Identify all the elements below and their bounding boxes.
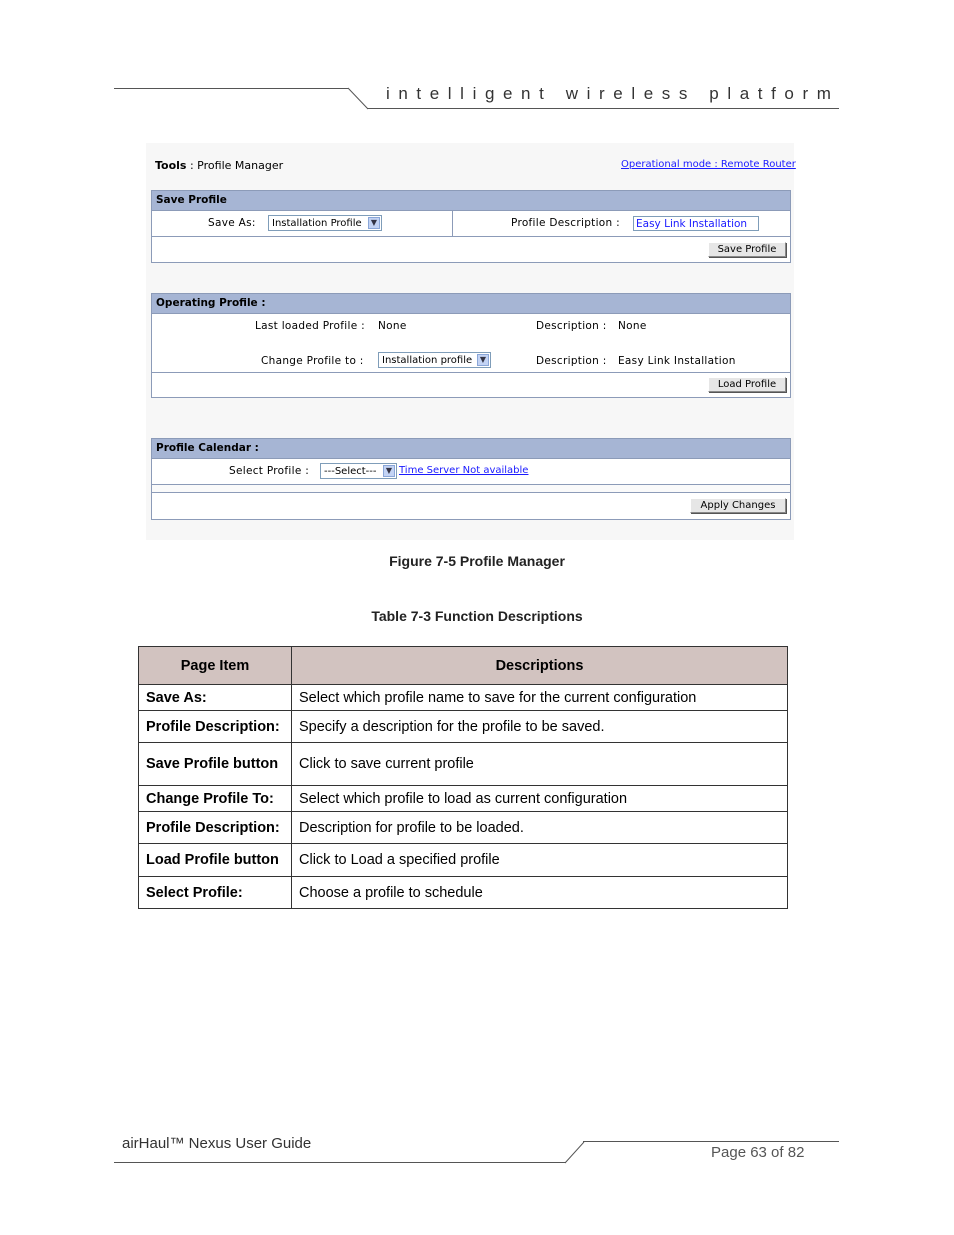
profile-calendar-panel [151,438,791,520]
tools-suffix: : Profile Manager [189,159,284,172]
chevron-down-icon: ▼ [383,465,395,477]
table-cell-description: Specify a description for the profile to be saved. [292,711,788,743]
table-cell-item: Save Profile button [139,743,292,786]
table-row [139,812,788,844]
select-profile-select[interactable] [320,463,397,479]
chevron-down-icon: ▼ [477,354,489,366]
header-rule-right [367,108,839,109]
table-row [139,844,788,877]
table-cell-item: Profile Description: [139,711,292,743]
last-loaded-label: Last loaded Profile : [255,320,365,332]
footer-rule-left [114,1162,566,1163]
footer-guide-title: airHaul™ Nexus User Guide [122,1135,312,1152]
select-profile-label: Select Profile : [229,465,310,477]
chevron-down-icon: ▼ [368,217,380,229]
change-profile-label: Change Profile to : [261,355,364,367]
last-loaded-value: None [378,320,407,332]
change-profile-select[interactable] [378,352,491,368]
footer-rule-slant [562,1140,588,1166]
table-caption: Table 7-3 Function Descriptions [371,608,583,624]
select-profile-select-value: ---Select--- [324,466,377,477]
table-row [139,711,788,743]
time-server-link[interactable]: Time Server Not available [399,465,529,476]
operating-profile-panel [151,293,791,398]
description-value: Easy Link Installation [618,355,736,367]
table-cell-item: Profile Description: [139,812,292,844]
operating-profile-title: Operating Profile : [152,294,790,314]
header-rule-left [114,88,348,89]
column-header: Descriptions [292,647,788,685]
header-tagline: intelligent wireless platform [386,84,840,103]
table-cell-item: Change Profile To: [139,786,292,812]
operational-mode-link[interactable]: Operational mode : Remote Router [621,159,796,170]
save-profile-panel [151,190,791,263]
table-row [139,786,788,812]
save-as-select-value: Installation Profile [272,218,362,229]
footer-rule-right [583,1141,839,1142]
table-header-row [139,647,788,685]
description-value: None [618,320,647,332]
save-as-label: Save As: [208,217,256,229]
profile-calendar-title: Profile Calendar : [152,439,790,459]
table-row [139,743,788,786]
save-profile-title: Save Profile [152,191,790,211]
table-cell-description: Click to Load a specified profile [292,844,788,877]
page-number: Page 63 of 82 [711,1144,805,1161]
description-label: Description : [536,355,607,367]
table-cell-description: Choose a profile to schedule [292,877,788,909]
table-cell-description: Description for profile to be loaded. [292,812,788,844]
table-cell-description: Select which profile name to save for the current configuration [292,685,788,711]
table-cell-item: Load Profile button [139,844,292,877]
description-label: Description : [536,320,607,332]
figure-caption: Figure 7-5 Profile Manager [389,553,565,569]
table-cell-description: Select which profile to load as current configuration [292,786,788,812]
divider [452,211,453,236]
save-as-select[interactable] [268,215,382,231]
table-row [139,685,788,711]
tools-prefix: Tools [155,159,187,172]
function-descriptions-table [138,646,788,909]
change-profile-select-value: Installation profile [382,355,473,366]
table-cell-item: Save As: [139,685,292,711]
profile-description-input[interactable]: Easy Link Installation [633,216,759,231]
table-row [139,877,788,909]
apply-changes-button[interactable]: Apply Changes [690,498,786,513]
page-title [155,159,283,172]
save-profile-button[interactable]: Save Profile [708,242,786,257]
table-cell-description: Click to save current profile [292,743,788,786]
table-cell-item: Select Profile: [139,877,292,909]
load-profile-button[interactable]: Load Profile [708,377,786,392]
profile-description-label: Profile Description : [511,217,620,229]
column-header: Page Item [139,647,292,685]
